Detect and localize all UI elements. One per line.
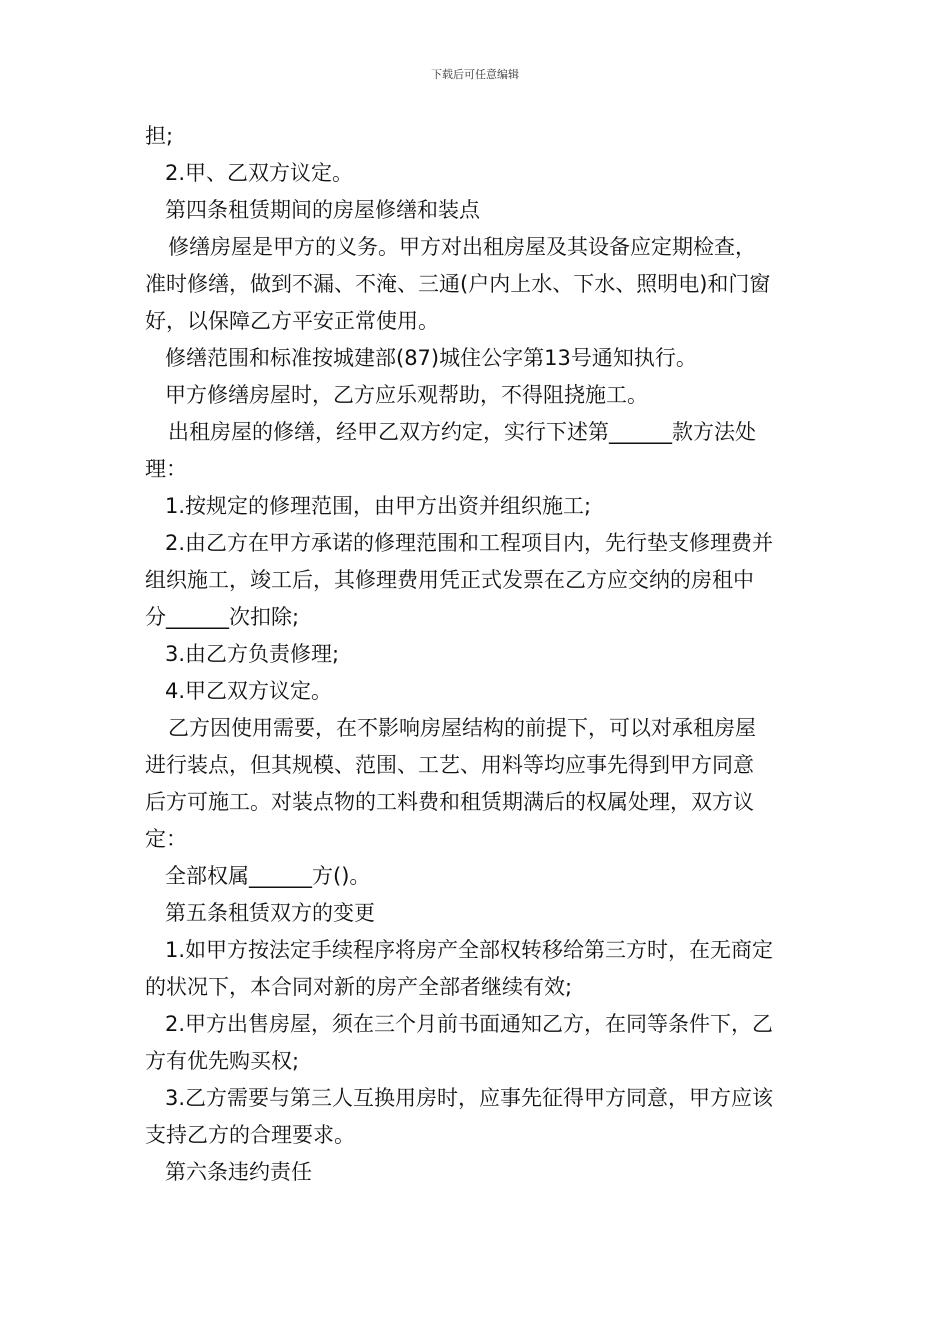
list-item: 2.由乙方在甲方承诺的修理范围和工程项目内，先行垫支修理费并 (165, 531, 774, 555)
paragraph-line: 的状况下，本合同对新的房产全部者继续有效; (145, 975, 573, 999)
list-item: 2.甲方出售房屋，须在三个月前书面通知乙方，在同等条件下，乙 (165, 1012, 774, 1036)
section-heading: 第五条租赁双方的变更 (165, 901, 375, 925)
paragraph-line: 组织施工，竣工后，其修理费用凭正式发票在乙方应交纳的房租中 (145, 568, 754, 592)
paragraph-line: 定： (145, 827, 187, 851)
section-heading: 第六条违约责任 (165, 1160, 312, 1184)
paragraph-line: 方有优先购买权; (145, 1049, 300, 1073)
paragraph-line: 好，以保障乙方平安正常使用。 (145, 309, 439, 333)
paragraph-line: 支持乙方的合理要求。 (145, 1123, 355, 1147)
list-item: 4.甲乙双方议定。 (165, 679, 333, 703)
list-item: 3.乙方需要与第三人互换用房时，应事先征得甲方同意，甲方应该 (165, 1086, 774, 1110)
list-item: 1.如甲方按法定手续程序将房产全部权转移给第三方时，在无商定 (165, 938, 774, 962)
list-item: 3.由乙方负责修理; (165, 642, 340, 666)
paragraph-line: 理： (145, 457, 187, 481)
paragraph-line: 准时修缮，做到不漏、不淹、三通(户内上水、下水、照明电)和门窗 (145, 272, 771, 296)
list-item: 1.按规定的修理范围，由甲方出资并组织施工; (165, 494, 592, 518)
paragraph-line: 后方可施工。对装点物的工料费和租赁期满后的权属处理，双方议 (145, 790, 754, 814)
paragraph-line: 乙方因使用需要，在不影响房屋结构的前提下，可以对承租房屋 (168, 716, 756, 740)
paragraph-line: 进行装点，但其规模、范围、工艺、用料等均应事先得到甲方同意 (145, 753, 754, 777)
paragraph-line: 甲方修缮房屋时，乙方应乐观帮助，不得阻挠施工。 (165, 383, 648, 407)
section-heading: 第四条租赁期间的房屋修缮和装点 (165, 198, 480, 222)
page-header: 下载后可任意编辑 (431, 68, 519, 81)
paragraph-line: 修缮房屋是甲方的义务。甲方对出租房屋及其设备应定期检查， (168, 235, 756, 259)
paragraph-line: 分______次扣除; (145, 605, 300, 629)
paragraph-line: 出租房屋的修缮，经甲乙双方约定，实行下述第______款方法处 (168, 420, 756, 444)
paragraph-line: 全部权属______方()。 (165, 864, 371, 888)
document-body (145, 118, 810, 1191)
list-item: 2.甲、乙双方议定。 (165, 161, 354, 185)
paragraph-line: 担; (145, 124, 174, 148)
paragraph-line: 修缮范围和标准按城建部(87)城住公字第13号通知执行。 (165, 346, 697, 370)
